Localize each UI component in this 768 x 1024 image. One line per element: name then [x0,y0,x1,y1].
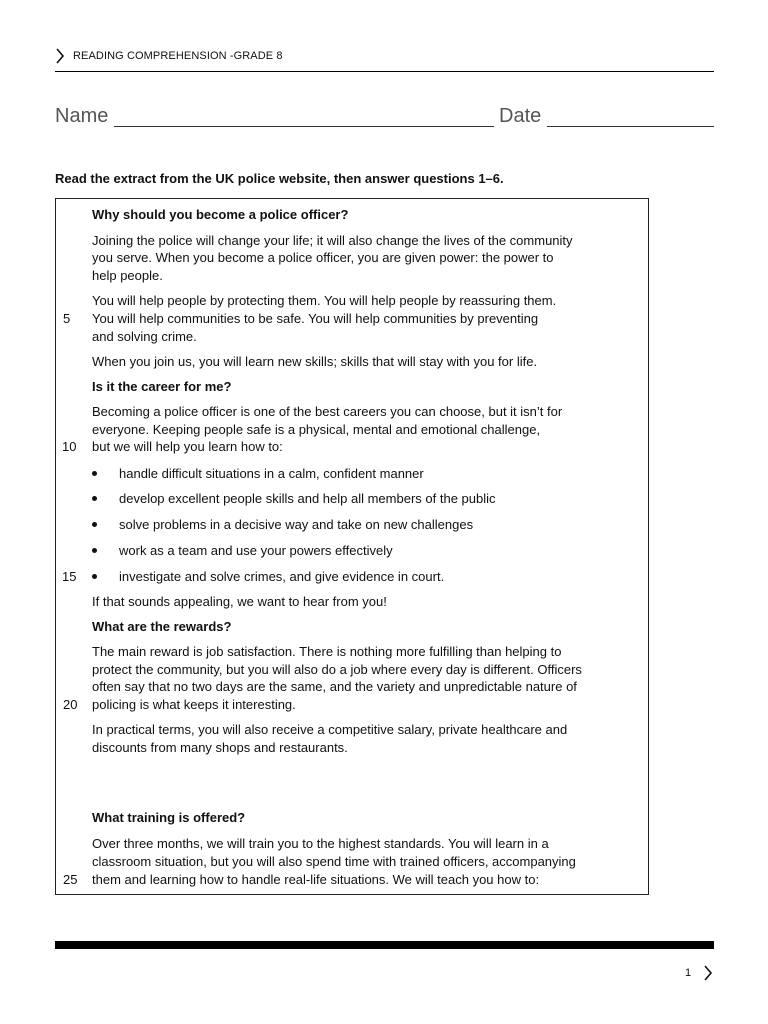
list-item: investigate and solve crimes, and give evidence in court. [119,569,445,584]
paragraph-line: If that sounds appealing, we want to hear from you! [92,594,387,609]
bullet-icon [90,490,102,507]
name-label: Name [55,105,109,127]
line-number: 5 [63,311,71,326]
chevron-right-icon [55,47,65,65]
bullet-icon [90,465,102,482]
name-field[interactable] [114,126,494,127]
heading-career-for-me: Is it the career for me? [92,379,232,394]
bullet-icon [90,516,102,533]
footer-bar [55,941,714,949]
list-item: work as a team and use your powers effectively [119,543,393,558]
paragraph-line: Over three months, we will train you to the highest standards. You will learn in a [92,836,549,851]
paragraph-line: When you join us, you will learn new skills; skills that will stay with you for life. [92,354,538,369]
paragraph-line: you serve. When you become a police officer, you are given power: the power to [92,250,554,265]
paragraph-line: everyone. Keeping people safe is a physical, mental and emotional challenge, [92,422,541,437]
line-number: 25 [63,872,78,887]
heading-why-become-officer: Why should you become a police officer? [92,207,349,222]
paragraph-line: policing is what keeps it interesting. [92,697,296,712]
instructions: Read the extract from the UK police website, then answer questions 1–6. [55,171,504,186]
paragraph-line: them and learning how to handle real-life situations. We will teach you how to: [92,872,540,887]
paragraph-line: You will help people by protecting them. You will help people by reassuring them. [92,293,557,308]
date-field[interactable] [547,126,714,127]
chevron-right-icon[interactable] [703,964,713,982]
paragraph-line: The main reward is job satisfaction. There is nothing more fulfilling than helping to [92,644,562,659]
paragraph-line: You will help communities to be safe. You will help communities by preventing [92,311,539,326]
paragraph-line: often say that no two days are the same, and the variety and unpredictable nature of [92,679,577,694]
list-item: solve problems in a decisive way and take on new challenges [119,517,474,532]
paragraph-line: help people. [92,268,163,283]
worksheet-header: READING COMPREHENSION -GRADE 8 [73,50,283,62]
paragraph-line: classroom situation, but you will also spend time with trained officers, accompanying [92,854,576,869]
list-item: develop excellent people skills and help all members of the public [119,491,496,506]
date-label: Date [499,105,542,127]
paragraph-line: and solving crime. [92,329,197,344]
paragraph-line: but we will help you learn how to: [92,439,283,454]
bullet-icon [90,542,102,559]
paragraph-line: protect the community, but you will also do a job where every day is different. Officers [92,662,582,677]
page-number: 1 [685,967,692,979]
paragraph-line: discounts from many shops and restaurants. [92,740,348,755]
paragraph-line: Becoming a police officer is one of the best careers you can choose, but it isn’t for [92,404,563,419]
bullet-icon [90,568,102,585]
heading-training: What training is offered? [92,810,246,825]
list-item: handle difficult situations in a calm, confident manner [119,466,424,481]
line-number: 15 [62,569,77,584]
line-number: 10 [62,439,77,454]
paragraph-line: In practical terms, you will also receive a competitive salary, private healthcare and [92,722,568,737]
header-divider [55,71,714,72]
heading-rewards: What are the rewards? [92,619,232,634]
line-number: 20 [63,697,78,712]
paragraph-line: Joining the police will change your life; it will also change the lives of the community [92,233,573,248]
